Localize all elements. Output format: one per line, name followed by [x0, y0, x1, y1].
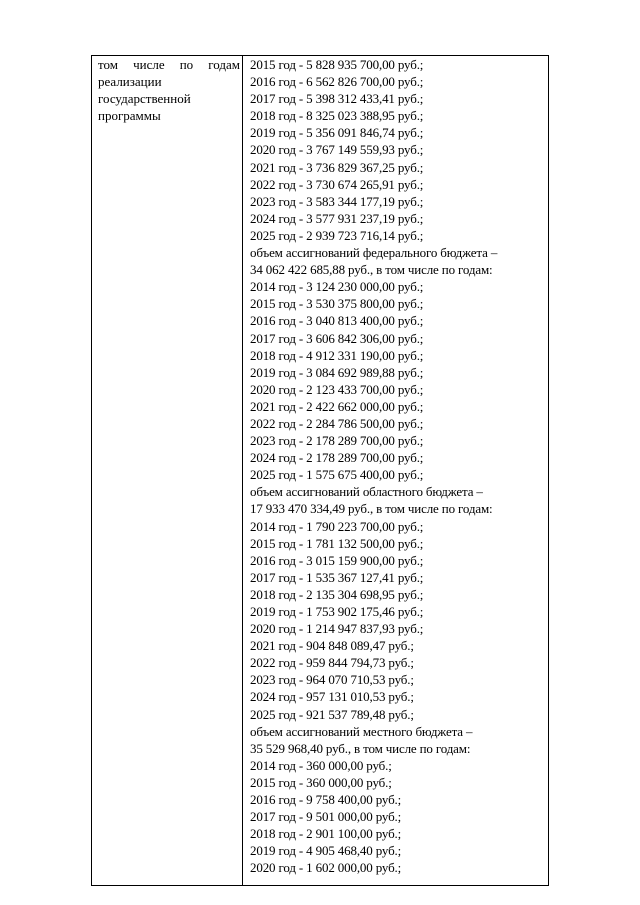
funding-line: 2024 год - 957 131 010,53 руб.; [250, 689, 414, 705]
funding-line: 2025 год - 921 537 789,48 руб.; [250, 706, 414, 722]
funding-source-heading: объем ассигнований федерального бюджета – [250, 245, 498, 261]
funding-line: 2016 год - 3 015 159 900,00 руб.; [250, 552, 424, 568]
budget-table [91, 55, 549, 886]
funding-line: 2023 год - 964 070 710,53 руб.; [250, 672, 414, 688]
funding-line: 2023 год - 2 178 289 700,00 руб.; [250, 433, 424, 449]
funding-line: 2019 год - 3 084 692 989,88 руб.; [250, 364, 424, 380]
funding-line: 2018 год - 4 912 331 190,00 руб.; [250, 347, 424, 363]
funding-line: 2015 год - 5 828 935 700,00 руб.; [250, 57, 424, 72]
funding-line: 35 529 968,40 руб., в том числе по годам: [250, 740, 471, 756]
funding-line: 2022 год - 2 284 786 500,00 руб.; [250, 415, 424, 431]
funding-details-cell [250, 56, 546, 877]
funding-line: 2014 год - 360 000,00 руб.; [250, 757, 392, 773]
funding-line: 2020 год - 2 123 433 700,00 руб.; [250, 381, 424, 397]
funding-line: 2024 год - 3 577 931 237,19 руб.; [250, 210, 424, 226]
funding-line: 2017 год - 1 535 367 127,41 руб.; [250, 569, 424, 585]
funding-line: 2022 год - 3 730 674 265,91 руб.; [250, 176, 424, 192]
program-label-cell [98, 56, 240, 124]
funding-line: 2022 год - 959 844 794,73 руб.; [250, 655, 414, 671]
funding-line: 2025 год - 1 575 675 400,00 руб.; [250, 467, 424, 483]
funding-line: 2020 год - 1 214 947 837,93 руб.; [250, 621, 424, 637]
program-label-line: том числе по годам [98, 57, 240, 72]
funding-line: 2023 год - 3 583 344 177,19 руб.; [250, 193, 424, 209]
funding-line: 2024 год - 2 178 289 700,00 руб.; [250, 450, 424, 466]
funding-line: 2016 год - 3 040 813 400,00 руб.; [250, 313, 424, 329]
funding-line: 2018 год - 2 901 100,00 руб.; [250, 826, 402, 842]
funding-line: 34 062 422 685,88 руб., в том числе по годам: [250, 262, 493, 278]
funding-line: 2019 год - 4 905 468,40 руб.; [250, 843, 402, 859]
funding-line: 2015 год - 360 000,00 руб.; [250, 774, 392, 790]
funding-source-heading: объем ассигнований местного бюджета – [250, 723, 473, 739]
funding-line: 2019 год - 1 753 902 175,46 руб.; [250, 604, 424, 619]
program-label-line: программы [98, 108, 161, 123]
funding-line: 2017 год - 3 606 842 306,00 руб.; [250, 330, 424, 346]
funding-line: 2016 год - 6 562 826 700,00 руб.; [250, 74, 424, 90]
funding-line: 2020 год - 3 767 149 559,93 руб.; [250, 142, 424, 158]
funding-line: 2021 год - 2 422 662 000,00 руб.; [250, 398, 424, 414]
funding-line: 2019 год - 5 356 091 846,74 руб.; [250, 125, 424, 141]
program-label-line: государственной [98, 91, 191, 106]
funding-line: 2014 год - 1 790 223 700,00 руб.; [250, 518, 424, 534]
funding-line: 2021 год - 904 848 089,47 руб.; [250, 638, 414, 654]
funding-line: 2016 год - 9 758 400,00 руб.; [250, 792, 402, 808]
funding-line: 2018 год - 2 135 304 698,95 руб.; [250, 586, 424, 602]
funding-line: 2025 год - 2 939 723 716,14 руб.; [250, 227, 424, 243]
column-divider [242, 56, 243, 885]
funding-line: 17 933 470 334,49 руб., в том числе по годам: [250, 501, 493, 517]
funding-line: 2021 год - 3 736 829 367,25 руб.; [250, 159, 424, 175]
funding-line: 2018 год - 8 325 023 388,95 руб.; [250, 108, 424, 124]
funding-line: 2017 год - 9 501 000,00 руб.; [250, 809, 402, 825]
funding-line: 2015 год - 1 781 132 500,00 руб.; [250, 535, 424, 551]
funding-line: 2014 год - 3 124 230 000,00 руб.; [250, 279, 424, 295]
program-label-line: реализации [98, 74, 162, 89]
funding-line: 2017 год - 5 398 312 433,41 руб.; [250, 91, 424, 107]
funding-line: 2020 год - 1 602 000,00 руб.; [250, 860, 402, 876]
funding-source-heading: объем ассигнований областного бюджета – [250, 484, 483, 500]
funding-line: 2015 год - 3 530 375 800,00 руб.; [250, 296, 424, 312]
